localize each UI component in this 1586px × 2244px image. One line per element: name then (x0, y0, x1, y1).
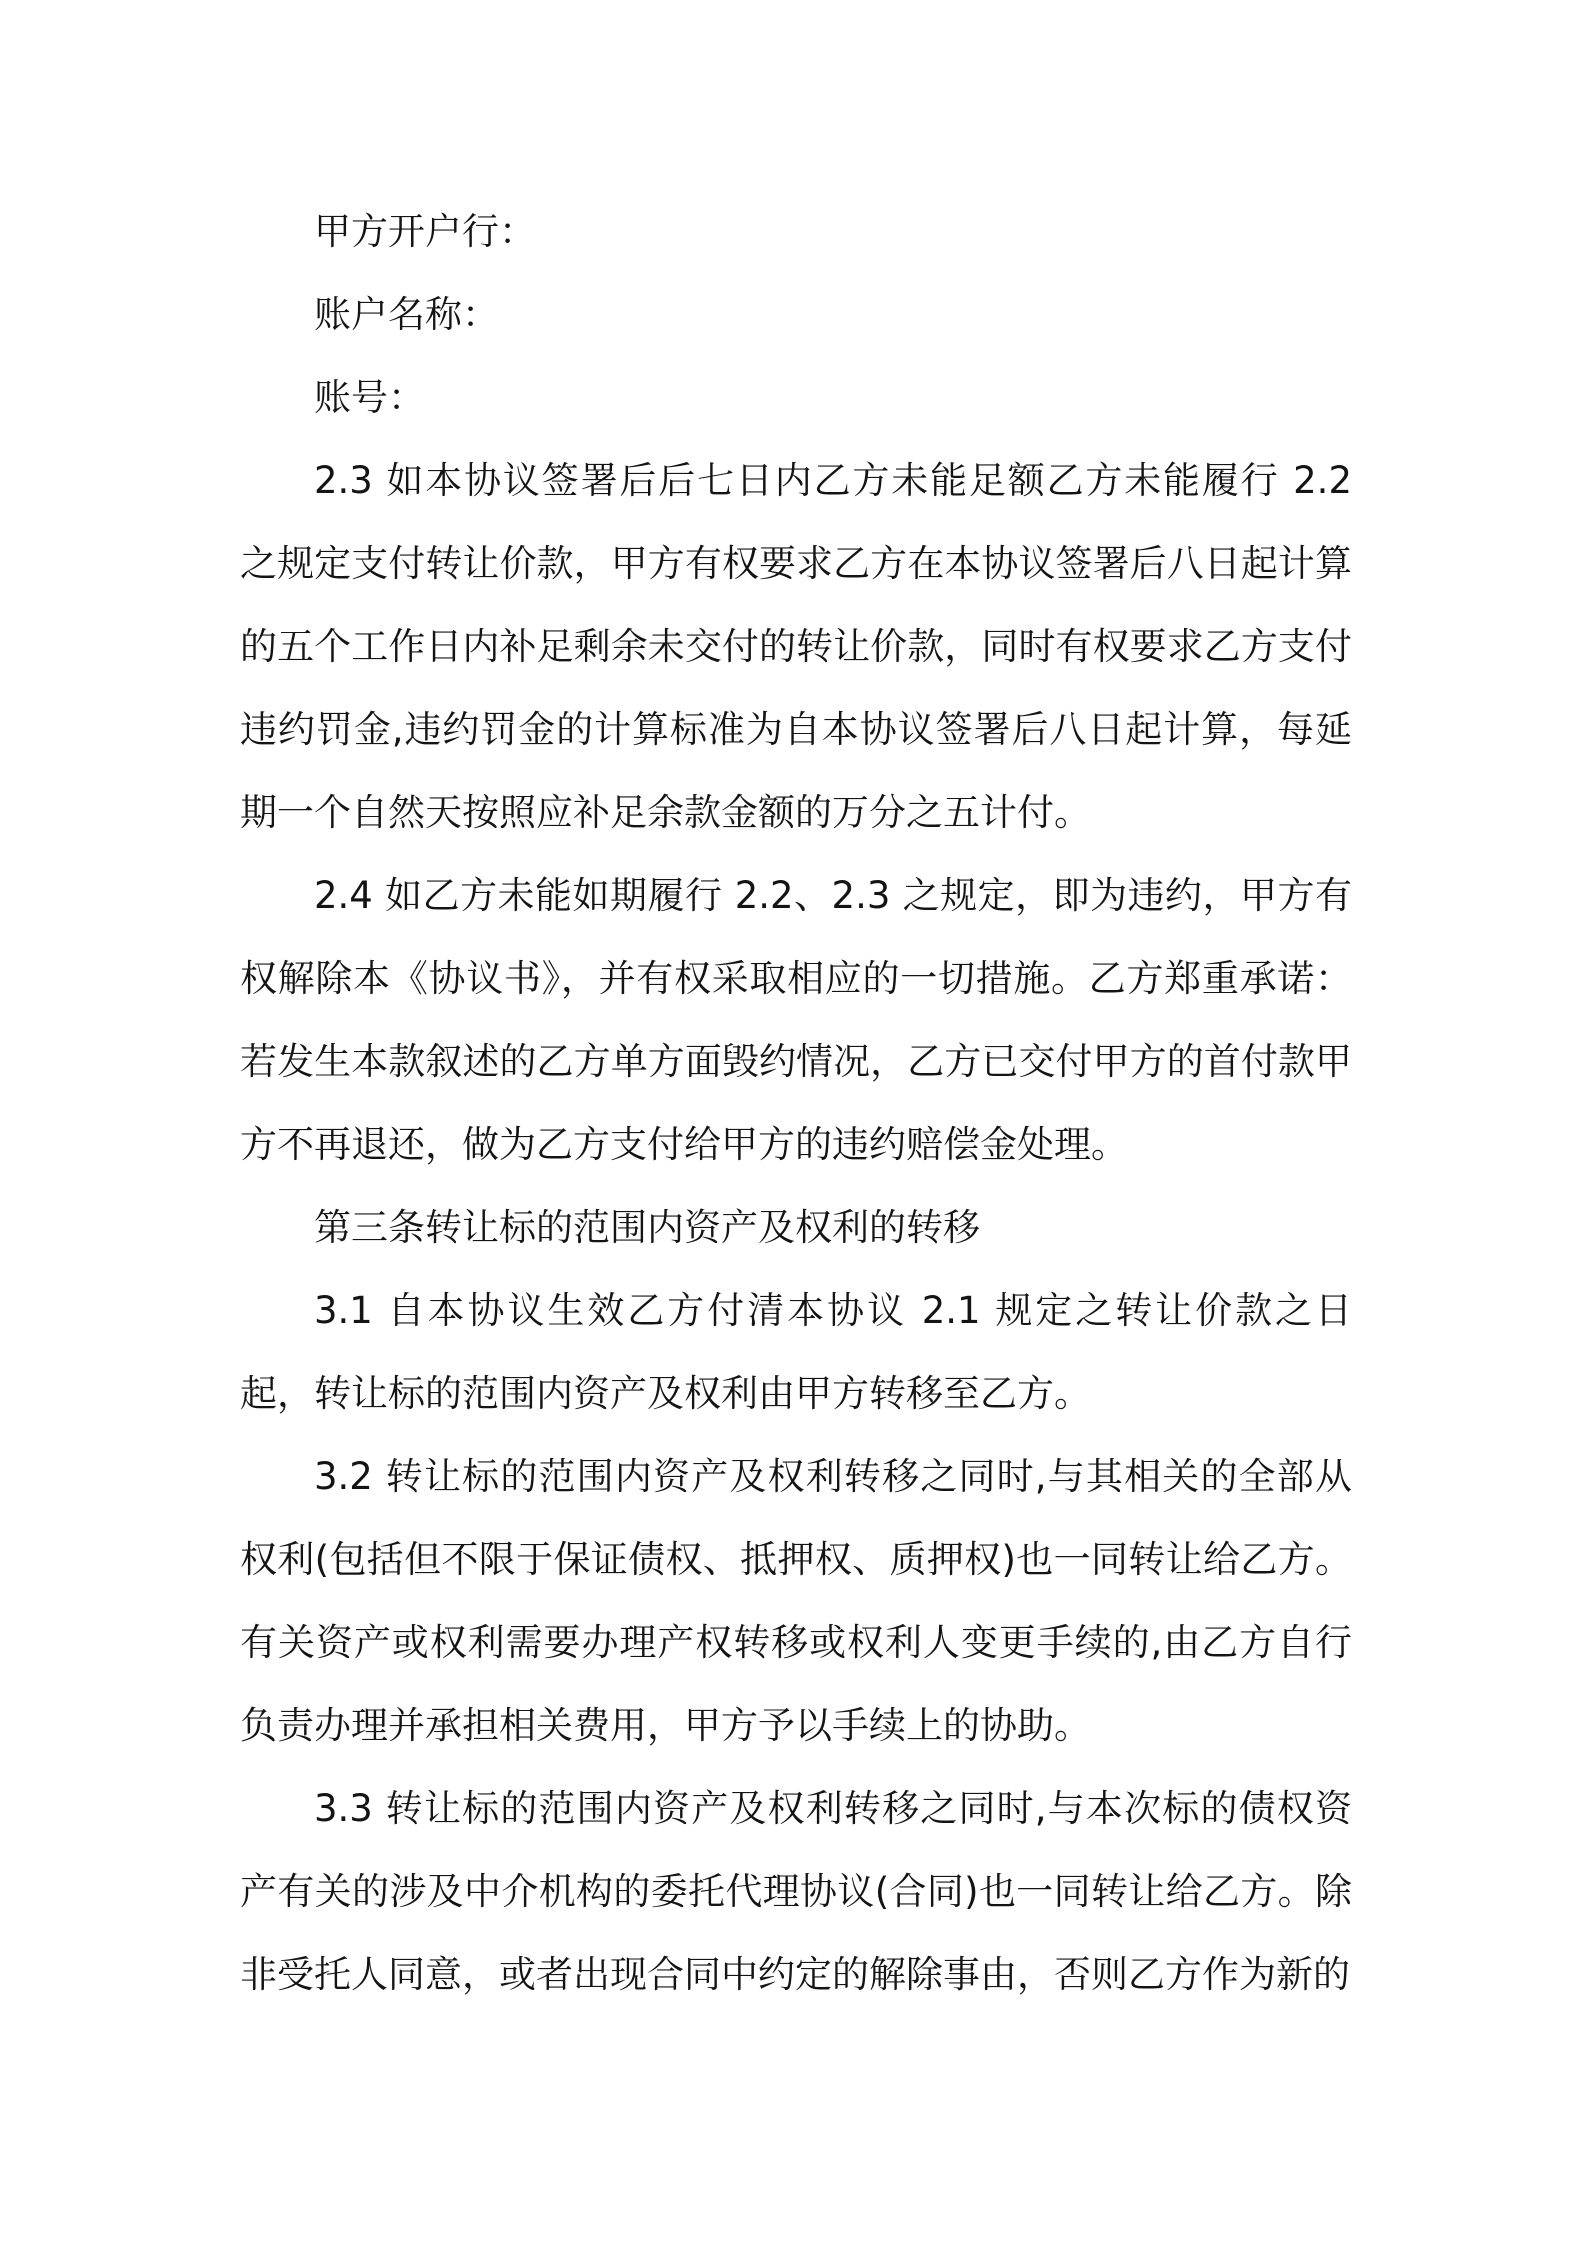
paragraph-bank: 甲方开户行： (314, 210, 536, 253)
paragraph-account-number: 账号： (314, 376, 425, 419)
paragraph-clause-3-1: 3.1 自本协议生效乙方付清本协议 2.1 规定之转让价款之日起，转让标的范围内资产及权利由甲方转移至乙方。 (240, 1289, 1352, 1415)
article-three-heading: 第三条转让标的范围内资产及权利的转移 (314, 1206, 980, 1249)
document-body (240, 190, 1352, 2016)
paragraph-clause-3-3: 3.3 转让标的范围内资产及权利转移之同时,与本次标的债权资产有关的涉及中介机构的委托代理协议(合同)也一同转让给乙方。除非受托人同意，或者出现合同中约定的解除事由，否则乙方作为新的 (240, 1787, 1352, 1996)
paragraph-account-name: 账户名称： (314, 293, 499, 336)
paragraph-clause-2-4: 2.4 如乙方未能如期履行 2.2、2.3 之规定，即为违约，甲方有权解除本《协议书》，并有权采取相应的一切措施。乙方郑重承诺：若发生本款叙述的乙方单方面毁约情况，乙方已交付甲方的首付款甲方不再退还，做为乙方支付给甲方的违约赔偿金处理。 (240, 874, 1352, 1166)
paragraph-clause-2-3: 2.3 如本协议签署后后七日内乙方未能足额乙方未能履行 2.2 之规定支付转让价款，甲方有权要求乙方在本协议签署后八日起计算的五个工作日内补足剩余未交付的转让价款，同时有权要求乙方支付违约罚金,违约罚金的计算标准为自本协议签署后八日起计算，每延期一个自然天按照应补足余款金额的万分之五计付。 (240, 459, 1352, 834)
paragraph-clause-3-2: 3.2 转让标的范围内资产及权利转移之同时,与其相关的全部从权利(包括但不限于保证债权、抵押权、质押权)也一同转让给乙方。有关资产或权利需要办理产权转移或权利人变更手续的,由乙方自行负责办理并承担相关费用，甲方予以手续上的协助。 (240, 1455, 1352, 1747)
